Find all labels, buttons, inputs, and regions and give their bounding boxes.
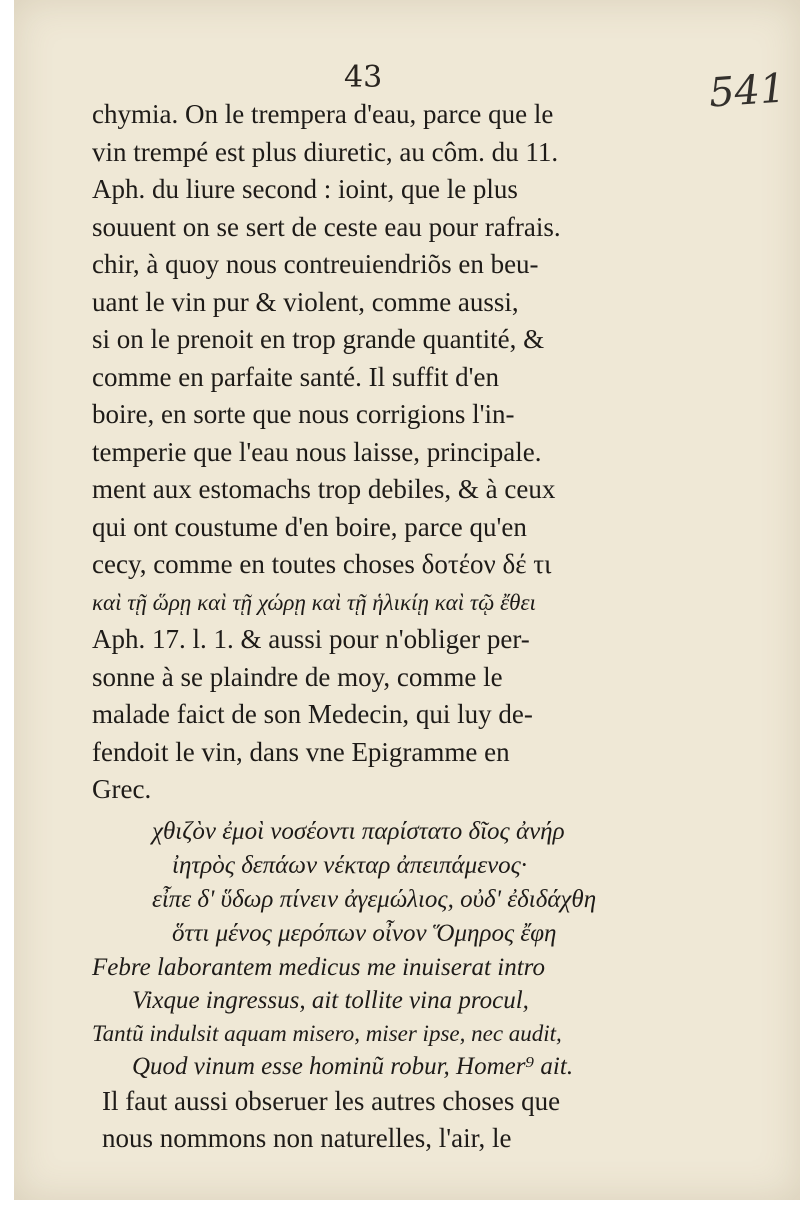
- epigram-line: χθιζὸν ἐμοὶ νοσέοντι παρίστατο δῖος ἀνήρ: [152, 817, 565, 845]
- text-line: qui ont coustume d'en boire, parce qu'en: [92, 511, 527, 542]
- greek-epigram: [92, 815, 662, 951]
- text-line: temperie que l'eau nous laisse, principale.: [92, 436, 542, 467]
- text-line: souuent on se sert de ceste eau pour rafrais.: [92, 211, 561, 242]
- text-line-greek-quote: καὶ τῇ ὥρῃ καὶ τῇ χώρῃ καὶ τῇ ἡλικίῃ καὶ τῷ ἔθει: [92, 589, 536, 615]
- closing-paragraph: [92, 1083, 662, 1158]
- text-line: Grec.: [92, 774, 152, 804]
- epigram-line: ἰητρὸς δεπάων νέκταρ ἀπειπάμενος·: [172, 851, 528, 879]
- text-line: si on le prenoit en trop grande quantité, &: [92, 324, 545, 354]
- verse-line: Quod vinum esse hominũ robur, Homer⁹ ait.: [132, 1052, 574, 1080]
- text-line: boire, en sorte que nous corrigions l'in-: [92, 399, 515, 429]
- text-line: chir, à quoy nous contreuiendriõs en beu-: [92, 249, 539, 279]
- text-line: comme en parfaite santé. Il suffit d'en: [92, 361, 499, 392]
- text-line: ment aux estomachs trop debiles, & à ceux: [92, 474, 556, 504]
- text-line: cecy, comme en toutes choses δοτέον δέ τι: [92, 549, 552, 579]
- text-line: uant le vin pur & violent, comme aussi,: [92, 286, 519, 317]
- book-page: [14, 0, 800, 1200]
- text-line: vin trempé est plus diuretic, au côm. du 11.: [92, 136, 559, 167]
- epigram-line: εἶπε δ' ὕδωρ πίνειν ἀγεμώλιος, οὐδ' ἐδιδάχθη: [152, 885, 597, 913]
- text-line: fendoit le vin, dans vne Epigramme en: [92, 736, 510, 767]
- page-number: 43: [344, 60, 383, 95]
- text-line: nous nommons non naturelles, l'air, le: [102, 1123, 512, 1153]
- body-paragraph: [92, 96, 662, 809]
- text-line: malade faict de son Medecin, qui luy de-: [92, 699, 533, 729]
- page-text-block: [92, 96, 662, 1158]
- text-line: Aph. du liure second : ioint, que le plus: [92, 174, 518, 204]
- marginal-handwritten-number: 541: [707, 65, 787, 117]
- text-line: Aph. 17. l. 1. & aussi pour n'obliger per-: [92, 624, 530, 654]
- text-line: chymia. On le trempera d'eau, parce que le: [92, 99, 554, 129]
- latin-verse: [92, 951, 662, 1083]
- text-line: sonne à se plaindre de moy, comme le: [92, 661, 503, 692]
- verse-line: Vixque ingressus, ait tollite vina procul,: [132, 986, 529, 1014]
- epigram-line: ὅττι μένος μερόπων οἶνον Ὅμηρος ἔφη: [172, 919, 557, 947]
- text-line: Il faut aussi obseruer les autres choses que: [102, 1085, 561, 1116]
- verse-line: Tantũ indulsit aquam misero, miser ipse, nec audit,: [92, 1020, 562, 1046]
- verse-line: Febre laborantem medicus me inuiserat intro: [92, 953, 545, 981]
